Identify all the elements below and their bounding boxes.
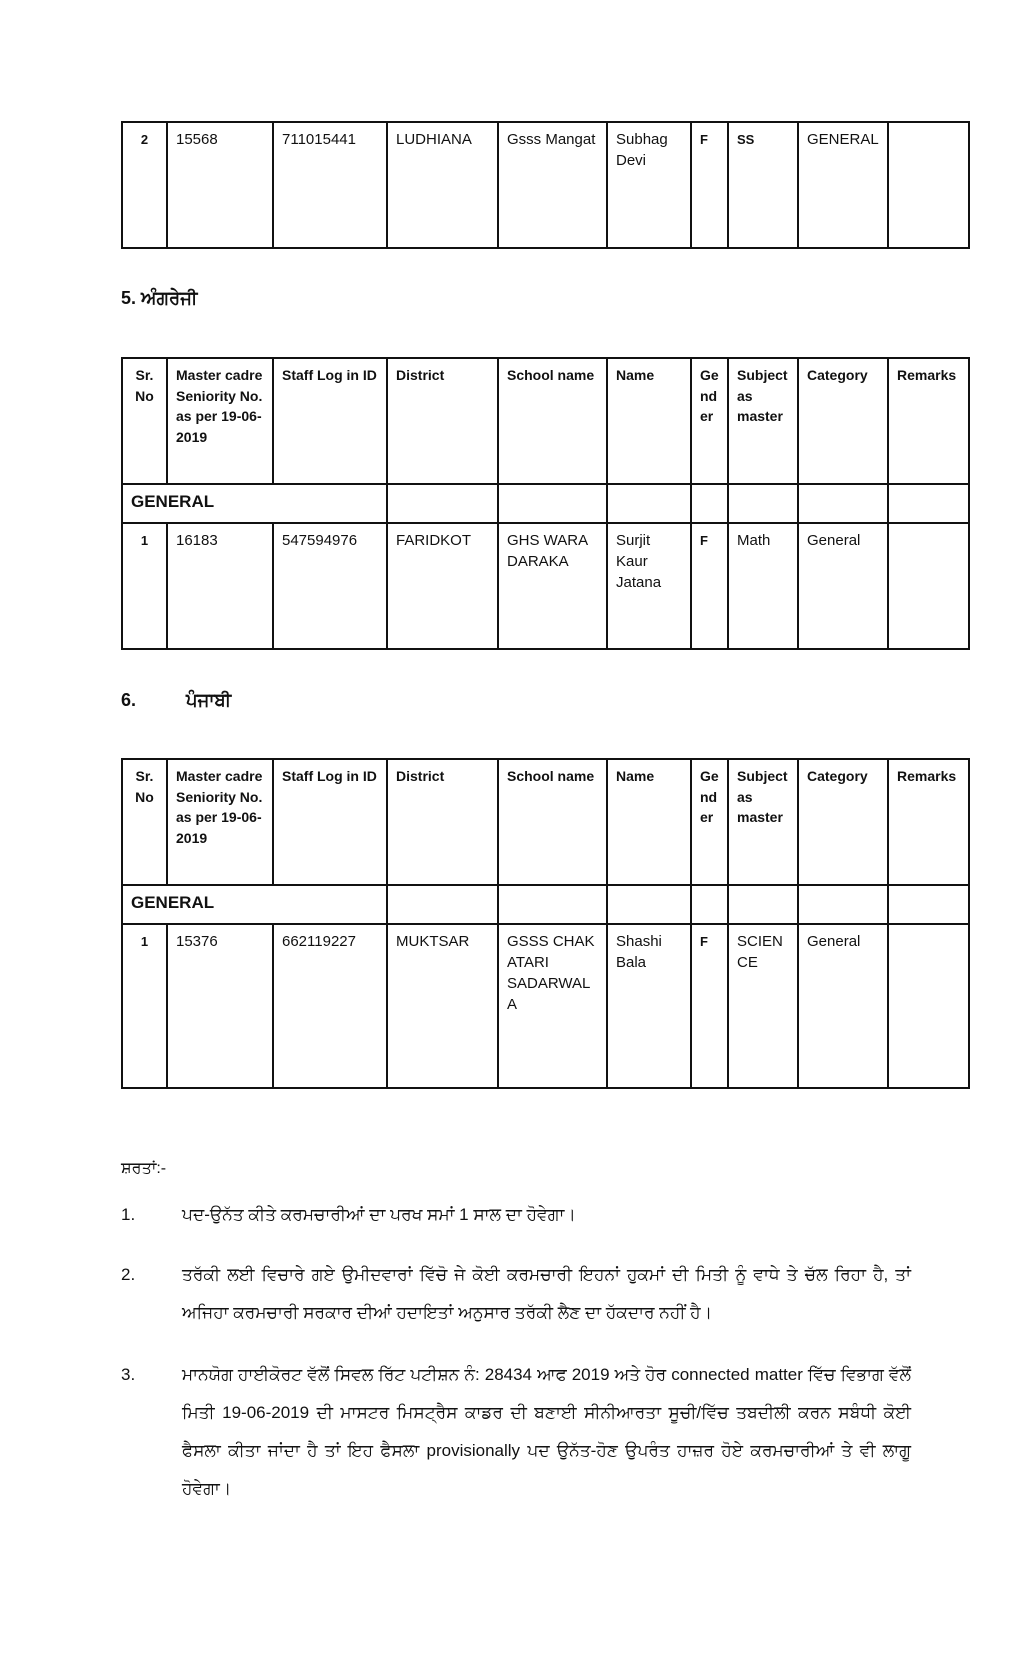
cell-remarks [888,122,969,248]
empty-cell [691,885,728,924]
section-heading-english [121,288,197,309]
condition-text: ਮਾਨਯੋਗ ਹਾਈਕੋਰਟ ਵੱਲੋਂ ਸਿਵਲ ਰਿੱਟ ਪਟੀਸ਼ਨ ਨੰ: 28434 ਆਫ 2019 ਅਤੇ ਹੋਰ connected matter ਵਿੱਚ ਵਿਭਾਗ ਵੱਲੋਂ ਮਿਤੀ 19-06-2019 ਦੀ ਮਾਸਟਰ ਮਿਸਟ੍ਰੈਸ ਕਾਡਰ ਦੀ ਬਣਾਈ ਸੀਨੀਆਰਤਾ ਸੂਚੀ/ਵਿੱਚ ਤਬਦੀਲੀ ਕਰਨ ਸਬੰਧੀ ਕੋਈ ਫੈਸਲਾ ਕੀਤਾ ਜਾਂਦਾ ਹੈ ਤਾਂ ਇਹ ਫੈਸਲਾ provisionally ਪਦ ਉਨੱਤ-ਹੋਣ ਉਪਰੰਤ ਹਾਜ਼ਰ ਹੋਏ ਕਰਮਚਾਰੀਆਂ ਤੇ ਵੀ ਲਾਗੂ ਹੋਵੇਗਾ। [182,1365,911,1498]
header-category: Category [798,358,888,484]
conditions-title: ਸ਼ਰਤਾਂ:- [121,1160,167,1177]
header-gender: Ge nd er [691,759,728,885]
empty-cell [798,885,888,924]
category-label: GENERAL [122,885,387,924]
cell-gender: F [691,523,728,649]
cell-name: Surjit Kaur Jatana [607,523,691,649]
cell-school: GSSS CHAK ATARI SADARWAL A [498,924,607,1088]
category-label: GENERAL [122,484,387,523]
section-heading-punjabi [121,690,231,711]
header-staff-id: Staff Log in ID [273,759,387,885]
header-remarks: Remarks [888,358,969,484]
cell-subject: SS [728,122,798,248]
cell-name: Subhag Devi [607,122,691,248]
cell-staff-id: 662119227 [273,924,387,1088]
section-number: 6. [121,690,137,710]
condition-number: 1. [121,1205,136,1224]
condition-text: ਪਦ-ਉਨੱਤ ਕੀਤੇ ਕਰਮਚਾਰੀਆਂ ਦਾ ਪਰਖ ਸਮਾਂ 1 ਸਾਲ ਦਾ ਹੋਵੇਗਾ। [182,1205,576,1224]
english-table [121,357,970,650]
header-district: District [387,358,498,484]
condition-item [121,1256,911,1332]
empty-cell [498,484,607,523]
empty-cell [498,885,607,924]
cell-seniority: 15568 [167,122,273,248]
cell-district: LUDHIANA [387,122,498,248]
empty-cell [798,484,888,523]
header-staff-id: Staff Log in ID [273,358,387,484]
header-row [122,759,969,885]
cell-subject: SCIEN CE [728,924,798,1088]
header-seniority: Master cadre Seniority No. as per 19-06-2019 [167,759,273,885]
header-school: School name [498,759,607,885]
condition-text: ਤਰੱਕੀ ਲਈ ਵਿਚਾਰੇ ਗਏ ਉਮੀਦਵਾਰਾਂ ਵਿੱਚੋ ਜੇ ਕੋਈ ਕਰਮਚਾਰੀ ਇਹਨਾਂ ਹੁਕਮਾਂ ਦੀ ਮਿਤੀ ਨੂੰ ਵਾਧੇ ਤੇ ਚੱਲ ਰਿਹਾ ਹੈ, ਤਾਂ ਅਜਿਹਾ ਕਰਮਚਾਰੀ ਸਰਕਾਰ ਦੀਆਂ ਹਦਾਇਤਾਂ ਅਨੁਸਾਰ ਤਰੱਕੀ ਲੈਣ ਦਾ ਹੱਕਦਾਰ ਨਹੀਂ ਹੈ। [182,1265,911,1322]
category-row [122,885,969,924]
condition-item [121,1356,911,1508]
cell-name: Shashi Bala [607,924,691,1088]
cell-sr: 1 [122,924,167,1088]
cell-category: General [798,924,888,1088]
condition-number: 2. [121,1265,136,1284]
section-title: ਪੰਜਾਬੀ [186,690,232,710]
cell-staff-id: 711015441 [273,122,387,248]
cell-gender: F [691,122,728,248]
header-sr: Sr. No [122,358,167,484]
header-name: Name [607,759,691,885]
header-gender: Ge nd er [691,358,728,484]
header-district: District [387,759,498,885]
category-row [122,484,969,523]
header-subject: Subject as master [728,759,798,885]
cell-district: FARIDKOT [387,523,498,649]
empty-cell [728,885,798,924]
cell-seniority: 16183 [167,523,273,649]
empty-cell [888,885,969,924]
empty-cell [888,484,969,523]
header-sr: Sr. No [122,759,167,885]
empty-cell [607,885,691,924]
header-row [122,358,969,484]
cell-school: Gsss Mangat [498,122,607,248]
cell-remarks [888,523,969,649]
empty-cell [691,484,728,523]
header-category: Category [798,759,888,885]
empty-cell [387,885,498,924]
header-remarks: Remarks [888,759,969,885]
cell-staff-id: 547594976 [273,523,387,649]
cell-district: MUKTSAR [387,924,498,1088]
cell-remarks [888,924,969,1088]
cell-category: GENERAL [798,122,888,248]
cell-sr: 2 [122,122,167,248]
empty-cell [607,484,691,523]
cell-school: GHS WARA DARAKA [498,523,607,649]
cell-sr: 1 [122,523,167,649]
empty-cell [728,484,798,523]
empty-cell [387,484,498,523]
condition-item [121,1196,911,1234]
header-seniority: Master cadre Seniority No. as per 19-06-2019 [167,358,273,484]
header-subject: Subject as master [728,358,798,484]
cell-category: General [798,523,888,649]
condition-number: 3. [121,1365,136,1384]
header-name: Name [607,358,691,484]
section-title: ਅੰਗਰੇਜੀ [141,288,198,308]
header-school: School name [498,358,607,484]
continued-table [121,121,970,249]
table-row [122,122,969,248]
section-number: 5. [121,288,137,308]
cell-subject: Math [728,523,798,649]
table-row [122,523,969,649]
table-row [122,924,969,1088]
cell-gender: F [691,924,728,1088]
punjabi-table [121,758,970,1089]
cell-seniority: 15376 [167,924,273,1088]
